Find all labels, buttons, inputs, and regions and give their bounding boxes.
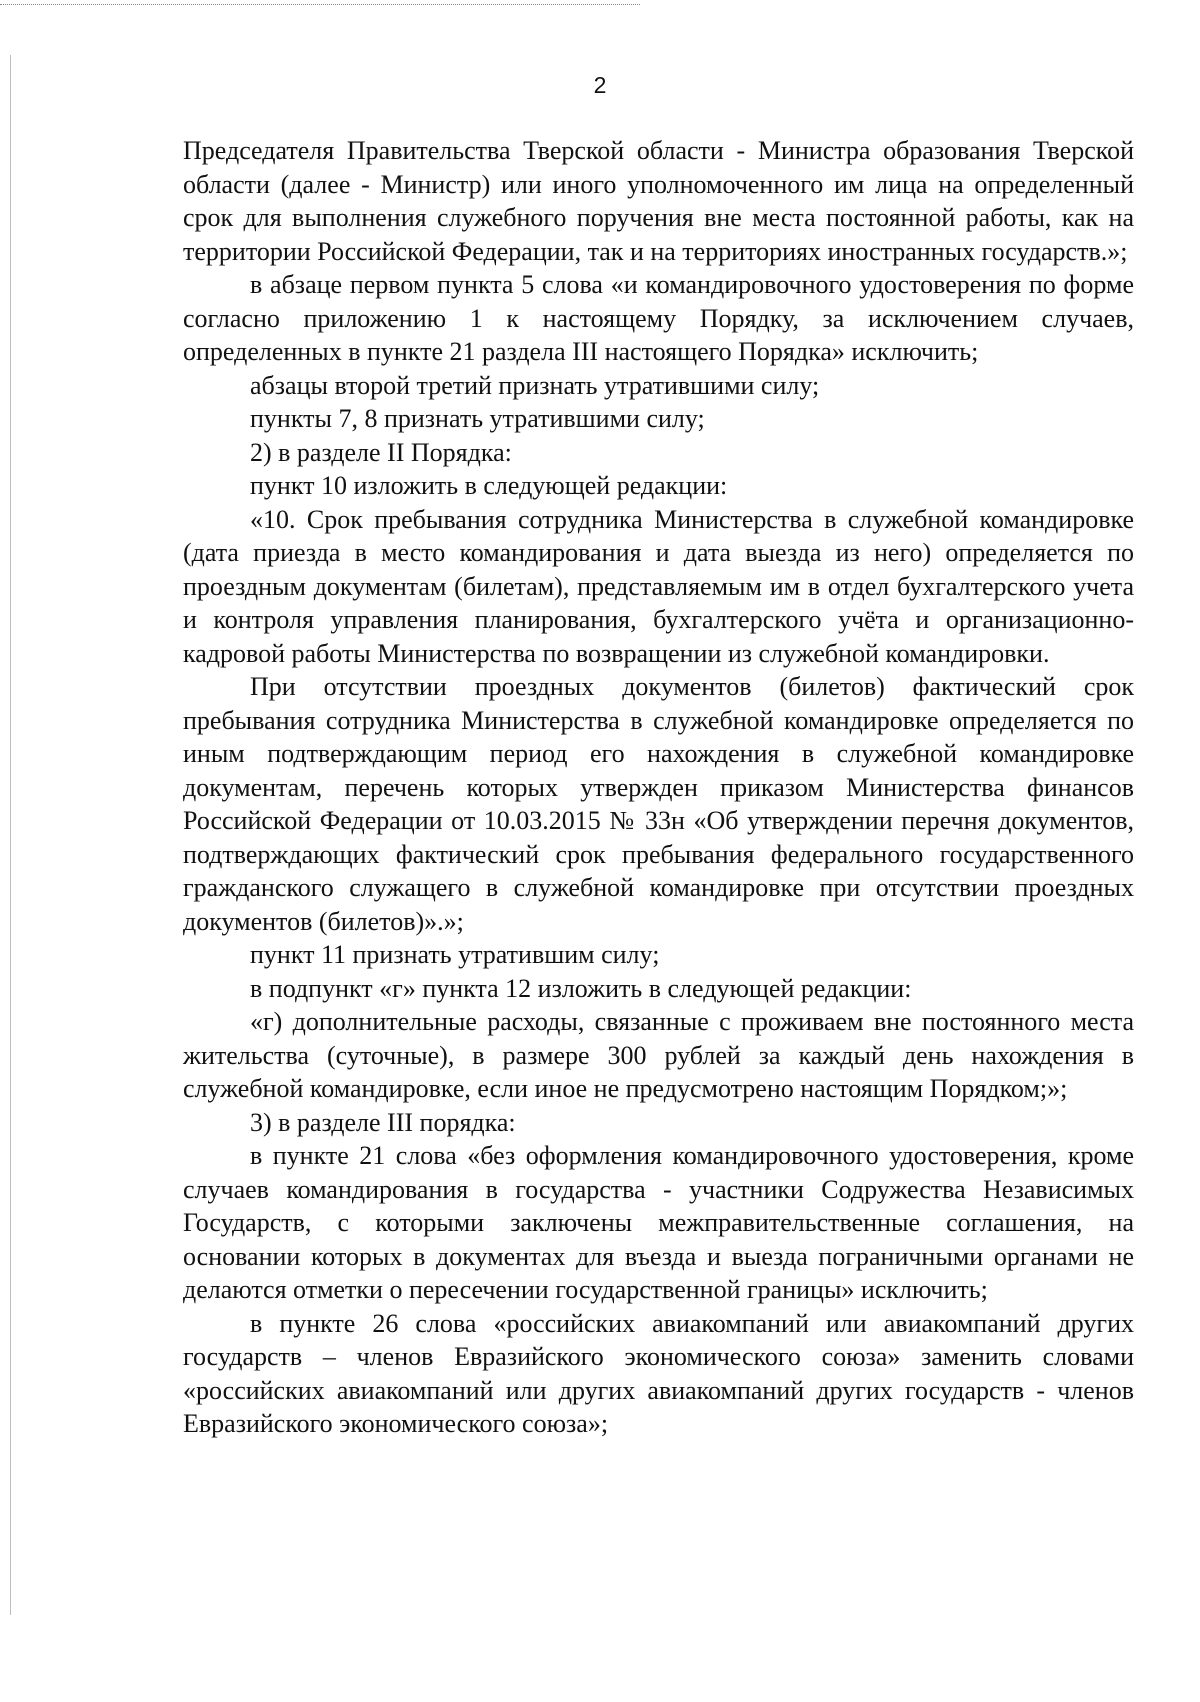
paragraph: 3) в разделе III порядка: bbox=[250, 1107, 516, 1137]
paragraph: в подпункт «г» пункта 12 изложить в следующей редакции: bbox=[250, 973, 912, 1003]
paragraph: пункт 10 изложить в следующей редакции: bbox=[250, 471, 728, 500]
paragraph: в абзаце первом пункта 5 слова «и командировочного удостоверения по форме согласно приложению 1 к настоящему Порядку, за исключением случаев, определенных в пункте 21 раздела III настоящего Порядка» исключить; bbox=[183, 270, 1134, 366]
paragraph: При отсутствии проездных документов (билетов) фактический срок пребывания сотрудника Министерства в служебной командировке определяется по иным подтверждающим период его нахождения в служебной командировке документам, перечень которых утвержден приказом Министерства финансов Российской Федерации от 10.03.2015 № 33н «Об утверждении перечня документов, подтверждающих фактический срок пребывания федерального государственного гражданского служащего в служебной командировке при отсутствии проездных документов (билетов)».»; bbox=[183, 672, 1134, 936]
paragraph: абзацы второй третий признать утратившими силу; bbox=[250, 370, 820, 400]
scan-left-edge bbox=[10, 55, 12, 1615]
paragraph: пункты 7, 8 признать утратившими силу; bbox=[250, 404, 705, 433]
paragraph: 2) в разделе II Порядка: bbox=[250, 437, 512, 467]
scan-top-edge bbox=[0, 4, 640, 6]
paragraph: пункт 11 признать утратившим силу; bbox=[250, 940, 660, 969]
document-body bbox=[183, 134, 1134, 1441]
paragraph: в пункте 21 слова «без оформления командировочного удостоверения, кроме случаев командирования в государства - участники Содружества Независимых Государств, с которыми заключены межправительственные соглашения, на основании которых в документах для въезда и выезда пограничными органами не делаются отметки о пересечении государственной границы» исключить; bbox=[183, 1141, 1134, 1304]
paragraph: «г) дополнительные расходы, связанные с проживаем вне постоянного места жительства (суточные), в размере 300 рублей за каждый день нахождения в служебной командировке, если иное не предусмотрено настоящим Порядком;»; bbox=[183, 1007, 1134, 1103]
paragraph: в пункте 26 слова «российских авиакомпаний или авиакомпаний других государств – членов Евразийского экономического союза» заменить словами «российских авиакомпаний или других авиакомпаний других государств - членов Евразийского экономического союза»; bbox=[183, 1308, 1134, 1438]
paragraph: «10. Срок пребывания сотрудника Министерства в служебной командировке (дата приезда в место командирования и дата выезда из него) определяется по проездным документам (билетам), представляемым им в отдел бухгалтерского учета и контроля управления планирования, бухгалтерского учёта и организационно-кадровой работы Министерства по возвращении из служебной командировки. bbox=[183, 504, 1134, 668]
paragraph: Председателя Правительства Тверской области - Министра образования Тверской области (далее - Министр) или иного уполномоченного им лица на определенный срок для выполнения служебного поручения вне места постоянной работы, как на территории Российской Федерации, так и на территориях иностранных государств.»; bbox=[183, 136, 1134, 266]
page-number: 2 bbox=[593, 72, 607, 98]
